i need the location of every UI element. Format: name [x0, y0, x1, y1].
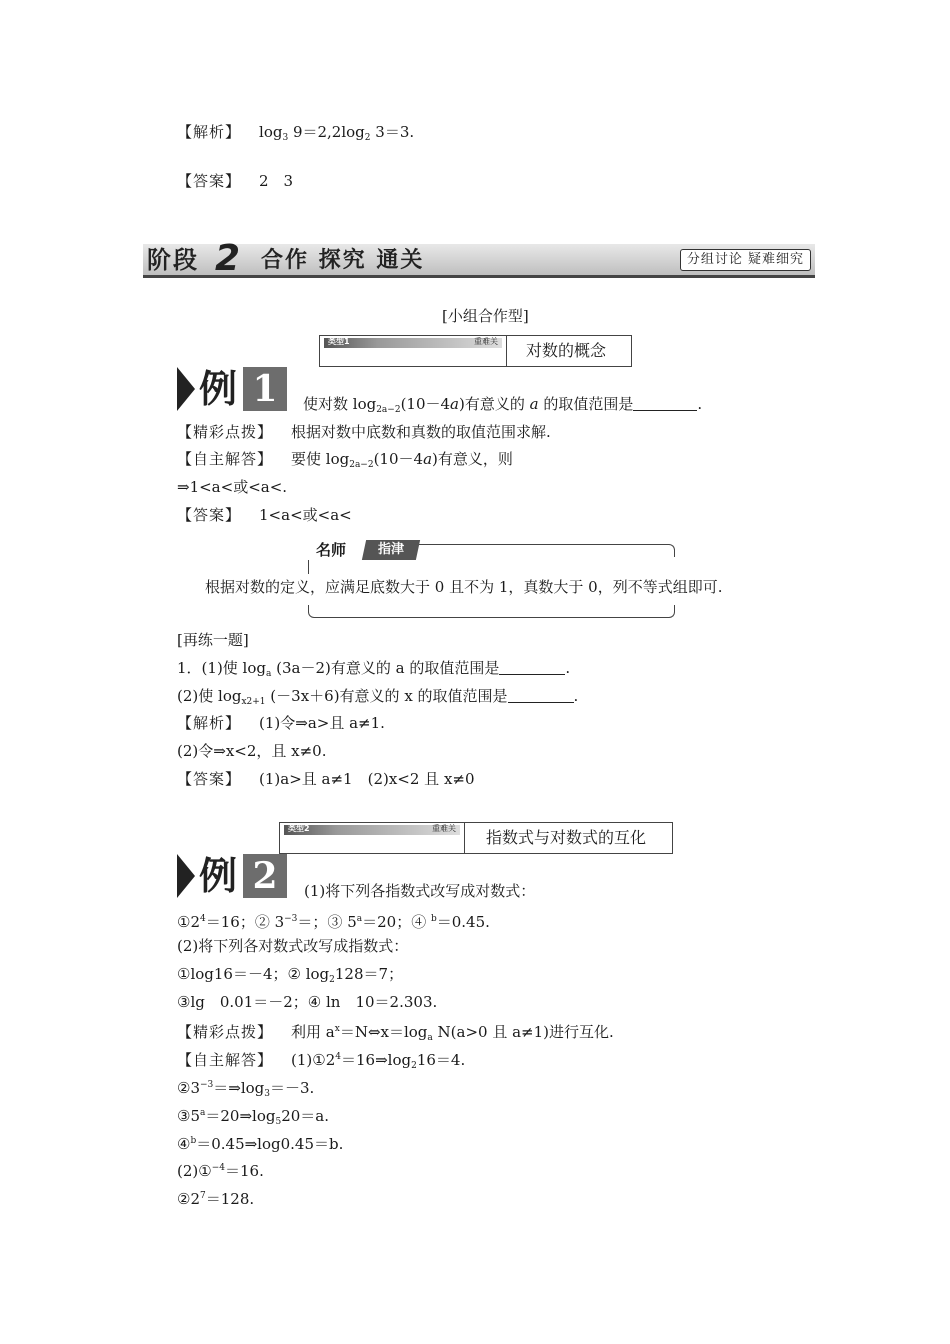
example1-answer: 【答案】 1<a<或<a<	[177, 506, 352, 524]
analysis-tag: 【解析】	[177, 123, 242, 141]
stage-tag: 分组讨论 疑难细究	[680, 249, 811, 271]
example-badge-2	[177, 854, 287, 898]
example2-intro: (1)将下列各指数式改写成对数式：	[304, 882, 536, 900]
example2-solution-3: $③5^a=20\Rightarrow\log_520=a$.	[177, 1107, 330, 1127]
teacher-note-label2: 指津	[362, 540, 420, 560]
type-title: 指数式与对数式的互化	[486, 828, 647, 847]
triangle-icon	[177, 367, 195, 411]
type-difficulty: 重难关	[432, 824, 456, 833]
example1-solution: 【自主解答】 要使 $\log_{2a-2}(10-4a)$有意义，则	[177, 450, 513, 470]
practice-heading: [再练一题]	[177, 631, 249, 649]
answer-blank	[508, 688, 574, 703]
group-label: [小组合作型]	[442, 307, 529, 325]
example2-line3: ③lg 0.01＝－2；④ ln 10＝2.303.	[177, 993, 438, 1011]
example2-line1: $①2^4=16$；② $3^{-3}=$；③ $5^a=20$；④ $^b$＝0.45.	[177, 913, 490, 931]
stage-banner	[143, 238, 815, 279]
example2-solution: 【自主解答】 $(1)①2^4=16\Rightarrow\log_216=4$.	[177, 1051, 466, 1071]
answer-blank	[633, 396, 697, 411]
stage-label: 阶段	[147, 246, 199, 274]
type-header-2	[279, 822, 673, 854]
example-char: 例	[199, 854, 238, 898]
example2-solution-6: $②2^7=128$.	[177, 1190, 255, 1208]
example2-tip: 【精彩点拨】 利用 $a^x=N\Leftrightarrow x=\log_a$ N(a>0 且 a≠1)进行互化.	[177, 1023, 614, 1043]
practice-q2: (2)使 $\log_{x2+1} (-3x+6)$有意义的 x 的取值范围是 .	[177, 687, 579, 707]
example1-tip: 【精彩点拨】 根据对数中底数和真数的取值范围求解.	[177, 423, 551, 441]
example-number: 2	[243, 854, 287, 898]
answer-tag: 【答案】	[177, 172, 242, 190]
practice-analysis-1: 【解析】 (1)令⇒a>且 a≠1.	[177, 714, 385, 732]
type-difficulty: 重难关	[474, 337, 498, 346]
teacher-note-label: 名师	[316, 541, 347, 559]
stage-number: 2	[215, 238, 241, 279]
example-number: 1	[243, 367, 287, 411]
example1-question: 使对数 $\log_{2a-2}(10-4a)$有意义的 a 的取值范围是 .	[303, 395, 703, 415]
triangle-icon	[177, 854, 195, 898]
example2-part2: (2)将下列各对数式改写成指数式：	[177, 937, 409, 955]
example2-solution-5: (2)①$^{-4}$＝16.	[177, 1162, 264, 1180]
practice-analysis-2: (2)令⇒x<2，且 x≠0.	[177, 742, 327, 760]
analysis-line: 【解析】 $\log_3 9=2,2\log_2$ 3＝3.	[177, 123, 415, 143]
example2-solution-2: $②3^{-3}=\Rightarrow\log_3=-3$.	[177, 1079, 315, 1099]
stage-title: 合作 探究 通关	[261, 248, 425, 273]
type-label: 类型1	[328, 337, 350, 346]
answer-line: 【答案】 2 3	[177, 172, 294, 190]
practice-answer: 【答案】 (1)a>且 a≠1 (2)x<2 且 x≠0	[177, 770, 475, 788]
example2-line2: ①log16＝－4；② $\log_2128=7$；	[177, 965, 404, 985]
example-badge-1	[177, 367, 287, 411]
example1-solution-line2: ⇒1<a<或<a<.	[177, 478, 288, 496]
type-label: 类型2	[288, 824, 310, 833]
example-char: 例	[199, 367, 238, 411]
practice-q1: 1．(1)使 $\log_a (3a-2)$有意义的 a 的取值范围是 .	[177, 659, 571, 679]
answer-blank	[499, 660, 565, 675]
type-title: 对数的概念	[526, 341, 607, 360]
type-header-1	[319, 335, 632, 367]
example2-solution-4: ④$^b$＝0.45⇒log0.45＝b.	[177, 1135, 344, 1153]
teacher-note-text: 根据对数的定义，应满足底数大于 0 且不为 1，真数大于 0，列不等式组即可.	[205, 578, 723, 596]
